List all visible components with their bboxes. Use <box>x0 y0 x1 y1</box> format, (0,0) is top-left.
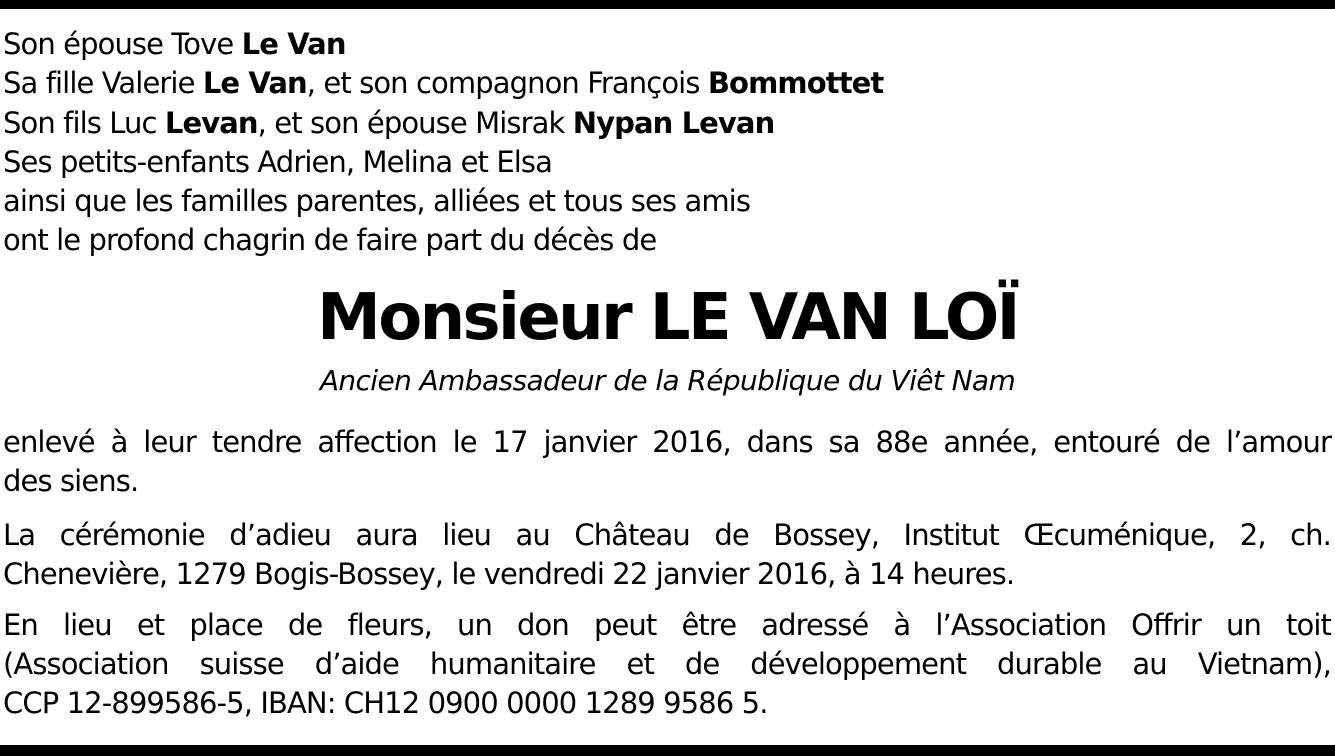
surname: Bommottet <box>707 66 884 101</box>
paragraph-line: (Association suisse d’aide humanitaire et de développement durable au Vietnam), <box>3 647 1331 681</box>
ceremony-paragraph <box>3 516 1333 594</box>
paragraph-line: La cérémonie d’adieu aura lieu au Château de Bossey, Institut Œcuménique, 2, ch. <box>3 518 1331 552</box>
surname: Levan <box>164 105 258 140</box>
deceased-name: Monsieur LE VAN LOÏ <box>317 281 1018 355</box>
paragraph-line: En lieu et place de fleurs, un don peut être adressé à l’Association Offrir un toit <box>3 608 1331 642</box>
family-announcement <box>3 25 1333 261</box>
surname: Le Van <box>202 66 307 101</box>
donation-paragraph <box>3 606 1333 723</box>
paragraph-line: enlevé à leur tendre affection le 17 janvier 2016, dans sa 88e année, entouré de l’amour <box>3 425 1331 459</box>
surname: Le Van <box>241 27 346 61</box>
paragraph-line: des siens. <box>3 464 139 498</box>
death-paragraph <box>3 423 1333 501</box>
family-line-relatives: ainsi que les familles parentes, alliées et tous ses amis <box>3 184 751 219</box>
family-line-daughter: Sa fille Valerie Le Van, et son compagnon François Bommottet <box>3 66 884 101</box>
family-line-announcement: ont le profond chagrin de faire part du décès de <box>3 223 657 258</box>
family-line-spouse: Son épouse Tove Le Van <box>3 27 346 61</box>
bottom-border-rule <box>0 745 1335 756</box>
family-line-grandchildren: Ses petits-enfants Adrien, Melina et Elsa <box>3 144 552 179</box>
top-border-rule <box>0 0 1335 9</box>
paragraph-line: Chenevière, 1279 Bogis-Bossey, le vendredi 22 janvier 2016, à 14 heures. <box>3 557 1015 591</box>
deceased-title: Ancien Ambassadeur de la République du Viêt Nam <box>319 364 1016 397</box>
paragraph-line: CCP 12-899586-5, IBAN: CH12 0900 0000 1289 9586 5. <box>3 686 768 720</box>
surname: Nypan Levan <box>572 105 775 140</box>
family-line-son: Son fils Luc Levan, et son épouse Misrak Nypan Levan <box>3 105 775 140</box>
